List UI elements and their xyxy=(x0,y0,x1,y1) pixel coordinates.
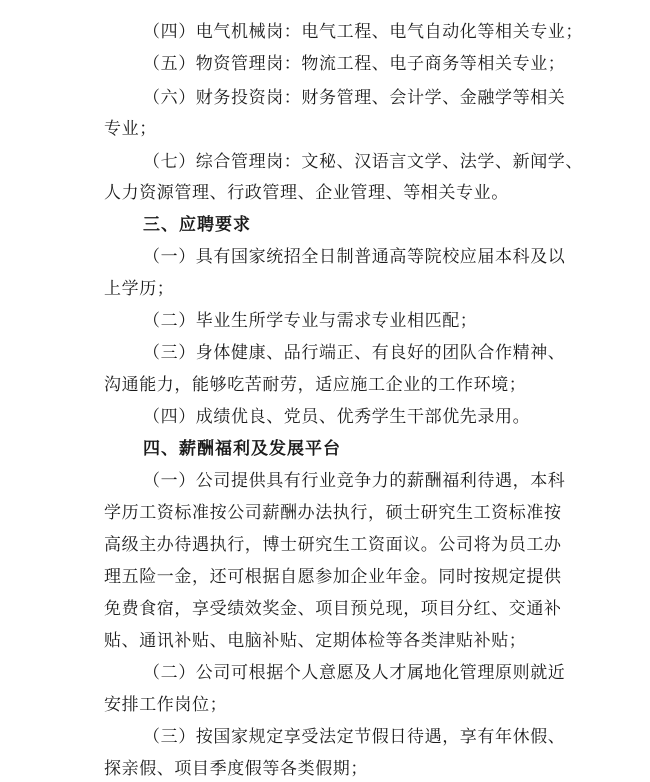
text-line: 学历工资标准按公司薪酬办法执行，硕士研究生工资标准按 xyxy=(104,503,562,523)
text-line: 探亲假、项目季度假等各类假期； xyxy=(104,759,368,779)
text-line: （四）电气机械岗：电气工程、电气自动化等相关专业； xyxy=(143,22,583,42)
text-line: 高级主办待遇执行，博士研究生工资面议。公司将为员工办 xyxy=(104,535,562,555)
text-line: 贴、通讯补贴、电脑补贴、定期体检等各类津贴补贴； xyxy=(104,631,527,651)
text-line: （四）成绩优良、党员、优秀学生干部优先录用。 xyxy=(143,407,531,427)
text-line: 安排工作岗位； xyxy=(104,695,228,715)
text-line: （六）财务投资岗：财务管理、会计学、金融学等相关 xyxy=(143,88,566,108)
text-line: 理五险一金，还可根据自愿参加企业年金。同时按规定提供 xyxy=(104,567,562,587)
text-line: （二）公司可根据个人意愿及人才属地化管理原则就近 xyxy=(143,663,566,683)
text-line: （五）物资管理岗：物流工程、电子商务等相关专业； xyxy=(143,54,566,74)
text-line: 沟通能力，能够吃苦耐劳，适应施工企业的工作环境； xyxy=(104,375,527,395)
text-line: （三）按国家规定享受法定节假日待遇，享有年休假、 xyxy=(143,727,566,747)
text-line: 上学历； xyxy=(104,279,175,299)
text-line: （二）毕业生所学专业与需求专业相匹配； xyxy=(143,311,478,331)
text-line: 免费食宿，享受绩效奖金、项目预兑现，项目分红、交通补 xyxy=(104,599,562,619)
section-heading: 四、薪酬福利及发展平台 xyxy=(143,439,341,459)
section-heading: 三、应聘要求 xyxy=(143,215,251,235)
text-line: 专业； xyxy=(104,119,157,139)
text-line: （一）公司提供具有行业竞争力的薪酬福利待遇，本科 xyxy=(143,471,566,491)
text-line: （一）具有国家统招全日制普通高等院校应届本科及以 xyxy=(143,247,566,267)
text-line: 人力资源管理、行政管理、企业管理、等相关专业。 xyxy=(104,183,509,203)
text-line: （三）身体健康、品行端正、有良好的团队合作精神、 xyxy=(143,343,566,363)
text-line: （七）综合管理岗：文秘、汉语言文学、法学、新闻学、 xyxy=(143,152,583,172)
